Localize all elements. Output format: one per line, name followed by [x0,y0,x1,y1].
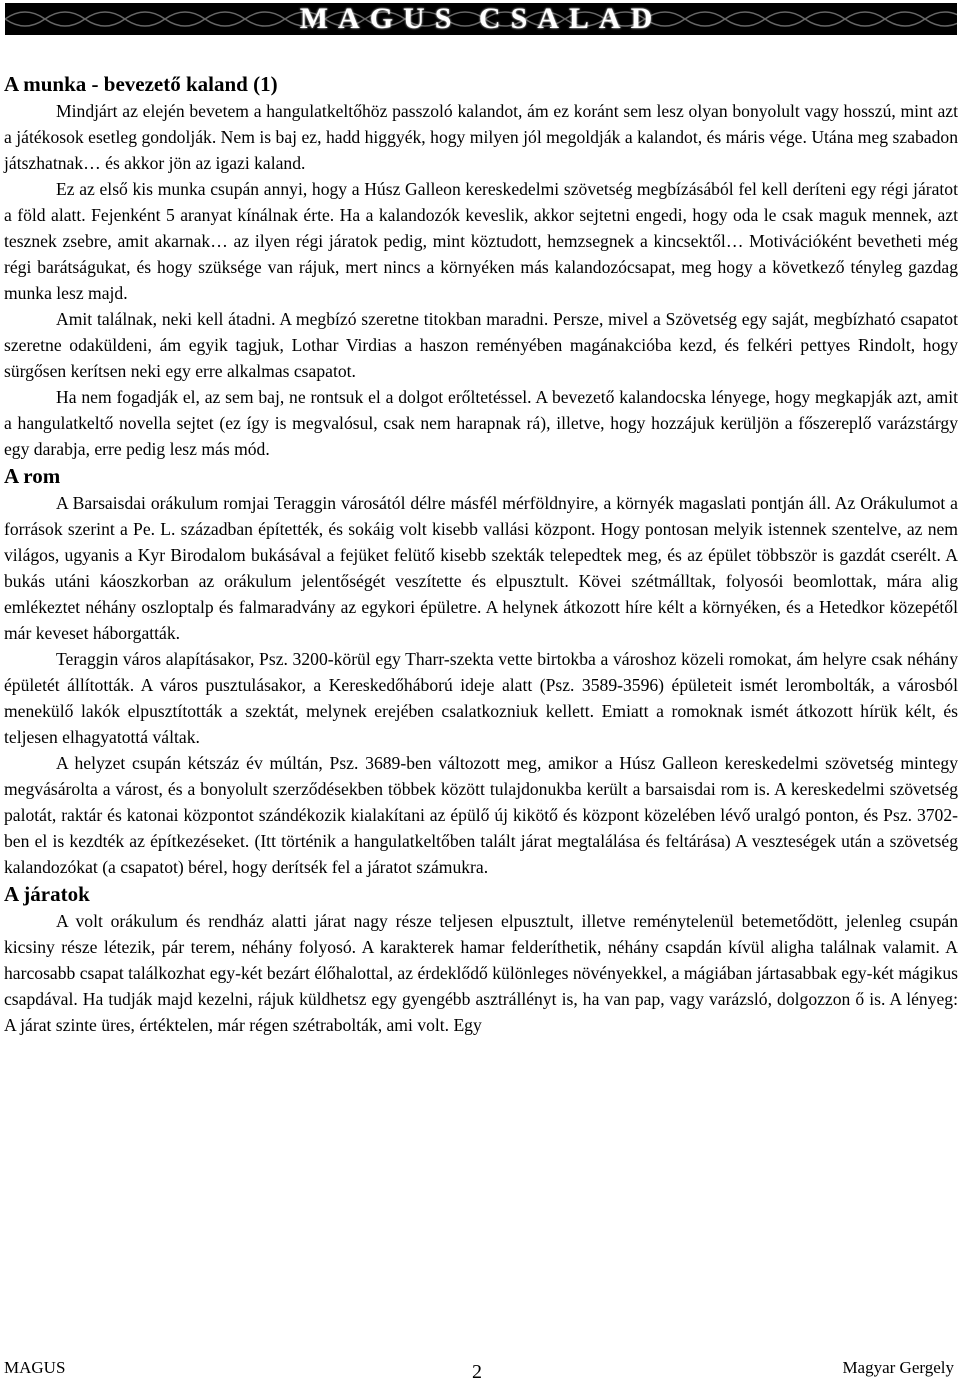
footer-author: Magyar Gergely [842,1358,954,1377]
page-footer [4,1354,958,1383]
banner-title: MAGUS CSALAD [299,3,663,35]
paragraph: Mindjárt az elején bevetem a hangulatkeltőhöz passzoló kalandot, ám ez koránt sem lesz olyan bonyolult vagy hosszú, mint azt a játékosok esetleg gondolják. Nem is baj ez, hadd higgyék, hogy milyen jól megoldják a kalandot, és máris vége. Utána meg szabadon játszhatnak… és akkor jön az igazi kaland. [4,101,958,173]
section-heading: A munka - bevezető kaland (1) [4,72,278,96]
paragraph: Ez az első kis munka csupán annyi, hogy a Húsz Galleon kereskedelmi szövetség megbízásából fel kell deríteni egy régi járatot a föld alatt. Fejenként 5 aranyat kínálnak érte. Ha a kalandozók keveslik, akkor sejtetni engedi, hogy oda le csak maguk mennek, azt tesznek zsebre, amit akarnak… az ilyen régi járatok pedig, mint köztudott, hemzsegnek a kincsektől… Motivációként bevetheti még régi barátságukat, és hogy szüksége van rájuk, mert nincs a környéken más kalandozócsapat, meg hogy a következő tényleg gazdag munka lesz majd. [4,179,958,303]
section-heading: A rom [4,464,61,488]
paragraph: Teraggin város alapításakor, Psz. 3200-körül egy Tharr-szekta vette birtokba a városhoz közeli romokat, ám helyre csak néhány épületét állították. A város pusztulásakor, a Kereskedőháború ideje alatt (Psz. 3589-3596) épületeit ismét lerombolták, a városból menekülő lakók elpusztították a szektát, melynek erejében csalatkozniuk kellett. Emiatt a romoknak ismét átkozott hírük kélt, és teljesen elhagyatottá váltak. [4,649,958,747]
header-banner [5,3,957,35]
footer-left-text: MAGUS [4,1358,66,1377]
section-heading: A járatok [4,882,90,906]
document-body [4,70,958,1038]
paragraph: Ha nem fogadják el, az sem baj, ne rontsuk el a dolgot erőltetéssel. A bevezető kalandocska lényege, hogy megkapják azt, amit a hangulatkeltő novella sejtet (ez így is megvalósul, csak nem harapnak rá), illetve, hogy hozzájuk kerüljön a főszereplő varázstárgy egy darabja, erre pedig lesz más mód. [4,387,958,459]
paragraph: Amit találnak, neki kell átadni. A megbízó szeretne titokban maradni. Persze, mivel a Szövetség egy saját, megbízható csapatot szeretne odaküldeni, ám egyik tagjuk, Lothar Virdias a haszon reményében magánakcióba kezd, és felkéri pettyes Rindolt, hogy sürgősen kerítsen neki egy erre alkalmas csapatot. [4,309,958,381]
paragraph: A volt orákulum és rendház alatti járat nagy része teljesen elpusztult, illetve reménytelenül betemetődött, jelenleg csupán kicsiny része létezik, pár terem, néhány folyosó. A karakterek hamar felderíthetik, néhány csapdán kívül aligha találnak valamit. A harcosabb csapat találkozhat egy-két bezárt élőhalottal, az érdeklődő különleges növényekkel, a mágiában jártasabbak egy-két mágikus csapdával. Ha tudják majd kezelni, rájuk küldhetsz egy gyengébb asztrállényt is, ha van pap, vagy varázsló, dolgozzon ő is. A lényeg: A járat szinte üres, értéktelen, már régen szétrabolták, ami volt. Egy [4,911,958,1035]
paragraph: A helyzet csupán kétszáz év múltán, Psz. 3689-ben változott meg, amikor a Húsz Galleon kereskedelmi szövetség mintegy megvásárolta a várost, és a bonyolult szerződésekben többek között tulajdonukba került a barsaisdai rom is. A kereskedelmi szövetség palotát, raktár és katonai központot szándékozik kialakítani az épülő új kikötő és központ közelében lévő uralgó ponton, és Psz. 3702-ben el is kezdték az építkezéseket. (Itt történik a hangulatkeltőben talált járat megtalálása és feltárása) A veszteségek után a szövetség kalandozókat (a csapatot) bérel, hogy derítsék fel a járatot számukra. [4,753,958,877]
paragraph: A Barsaisdai orákulum romjai Teraggin városától délre másfél mérföldnyire, a környék magaslati pontján áll. Az Orákulumot a források szerint a Pe. L. században építették, és sokáig volt kisebb vallási központ. Hogy pontosan melyik istennek szentelve, az nem világos, ugyanis a Kyr Birodalom bukásával a fejüket felütő kisebb szekták telepedtek meg, és az épület többször is gazdát cserélt. A bukás utáni káoszkorban az orákulum jelentőségét veszítette és elpusztult. Kövei szétmálltak, folyosói beomlottak, mára alig emlékeztet néhány oszloptalp és falmaradvány az egykori épületre. A helynek átkozott híre kélt a környéken, és a Hetedkor közepétől már keveset háborgatták. [4,493,958,643]
page-number: 2 [472,1361,482,1383]
